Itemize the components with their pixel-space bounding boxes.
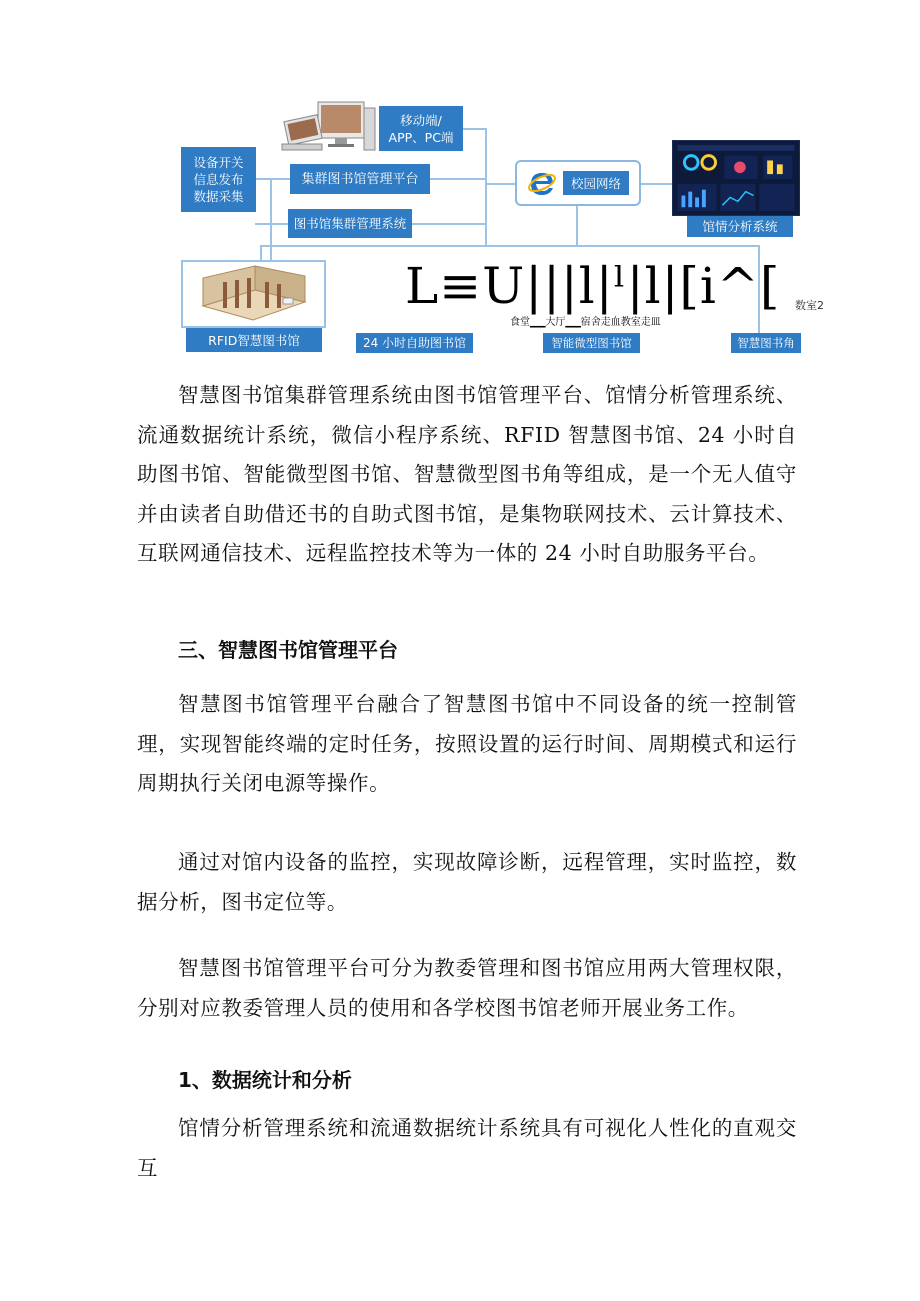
rfid-library-illustration — [181, 260, 326, 328]
campus-network-node — [515, 160, 641, 206]
mobile-client-box — [379, 106, 463, 151]
paragraph-permissions: 智慧图书馆管理平台可分为教委管理和图书馆应用两大管理权限，分别对应教委管理人员的使用和各学校图书馆老师开展业务工作。 — [137, 956, 797, 1020]
campus-network-label: 校园网络 — [563, 171, 629, 195]
paragraph-platform: 智慧图书馆管理平台融合了智慧图书馆中不同设备的统一控制管理，实现智能终端的定时任务，按照设置的运行时间、周期模式和运行周期执行关闭电源等操作。 — [137, 692, 797, 795]
connector-line — [576, 206, 578, 246]
connector-line — [485, 183, 515, 185]
section-heading-platform: 三、智慧图书馆管理平台 — [178, 638, 398, 662]
cluster-platform-box: 集群图书馆管理平台 — [290, 164, 430, 194]
room-label: 数室2 — [795, 299, 824, 312]
device-control-box — [181, 147, 256, 212]
analysis-system-box: 馆情分析系统 — [687, 216, 793, 237]
connector-line — [641, 183, 672, 185]
paragraph-statistics: 馆情分析管理系统和流通数据统计系统具有可视化人性化的直观交互 — [137, 1116, 797, 1180]
micro-library-box: 智能微型图书馆 — [543, 333, 640, 353]
paragraph-intro: 智慧图书馆集群管理系统由图书馆管理平台、馆情分析管理系统、流通数据统计系统，微信小程序系统、RFID 智慧图书馆、24 小时自助图书馆、智能微型图书馆、智慧微型图书角等组成，是一个无人值守并由读者自助借还书的自助式图书馆，是集物联网技术、云计算技术、互联网通信技术、远程监控技术等为一体的 24 小时自助服务平台。 — [137, 383, 797, 565]
internet-explorer-icon — [527, 168, 557, 198]
computer-illustration — [280, 100, 376, 158]
self-service-24h-box: 24 小时自助图书馆 — [356, 333, 473, 353]
garbled-image-text: L≡U|||l|ˡ|l|[i^[ — [405, 257, 781, 315]
info-publish-label: 信息发布 — [193, 172, 244, 187]
connector-line — [255, 223, 288, 225]
dashboard-screenshot — [672, 140, 800, 216]
connector-line — [412, 223, 487, 225]
system-architecture-diagram — [0, 0, 920, 360]
connector-line — [270, 178, 272, 260]
garbled-location-text: 食堂▁▁大厅▁▁宿舍走血教室走皿 — [510, 317, 661, 328]
subsection-heading-statistics: 1、数据统计和分析 — [178, 1068, 352, 1092]
mobile-label: 移动端/ — [400, 112, 442, 128]
device-switch-label: 设备开关 — [193, 155, 244, 170]
connector-line — [260, 245, 262, 260]
connector-line — [260, 245, 760, 247]
book-corner-box: 智慧图书角 — [731, 333, 801, 353]
connector-line — [463, 128, 487, 130]
rfid-library-box: RFID智慧图书馆 — [186, 328, 322, 352]
cluster-system-box: 图书馆集群管理系统 — [288, 209, 412, 238]
connector-line — [430, 178, 486, 180]
app-pc-label: APP、PC端 — [388, 129, 454, 145]
connector-line — [485, 128, 487, 246]
data-collection-label: 数据采集 — [193, 189, 244, 204]
paragraph-monitoring: 通过对馆内设备的监控，实现故障诊断，远程管理，实时监控，数据分析，图书定位等。 — [137, 850, 797, 914]
connector-line — [256, 178, 290, 180]
